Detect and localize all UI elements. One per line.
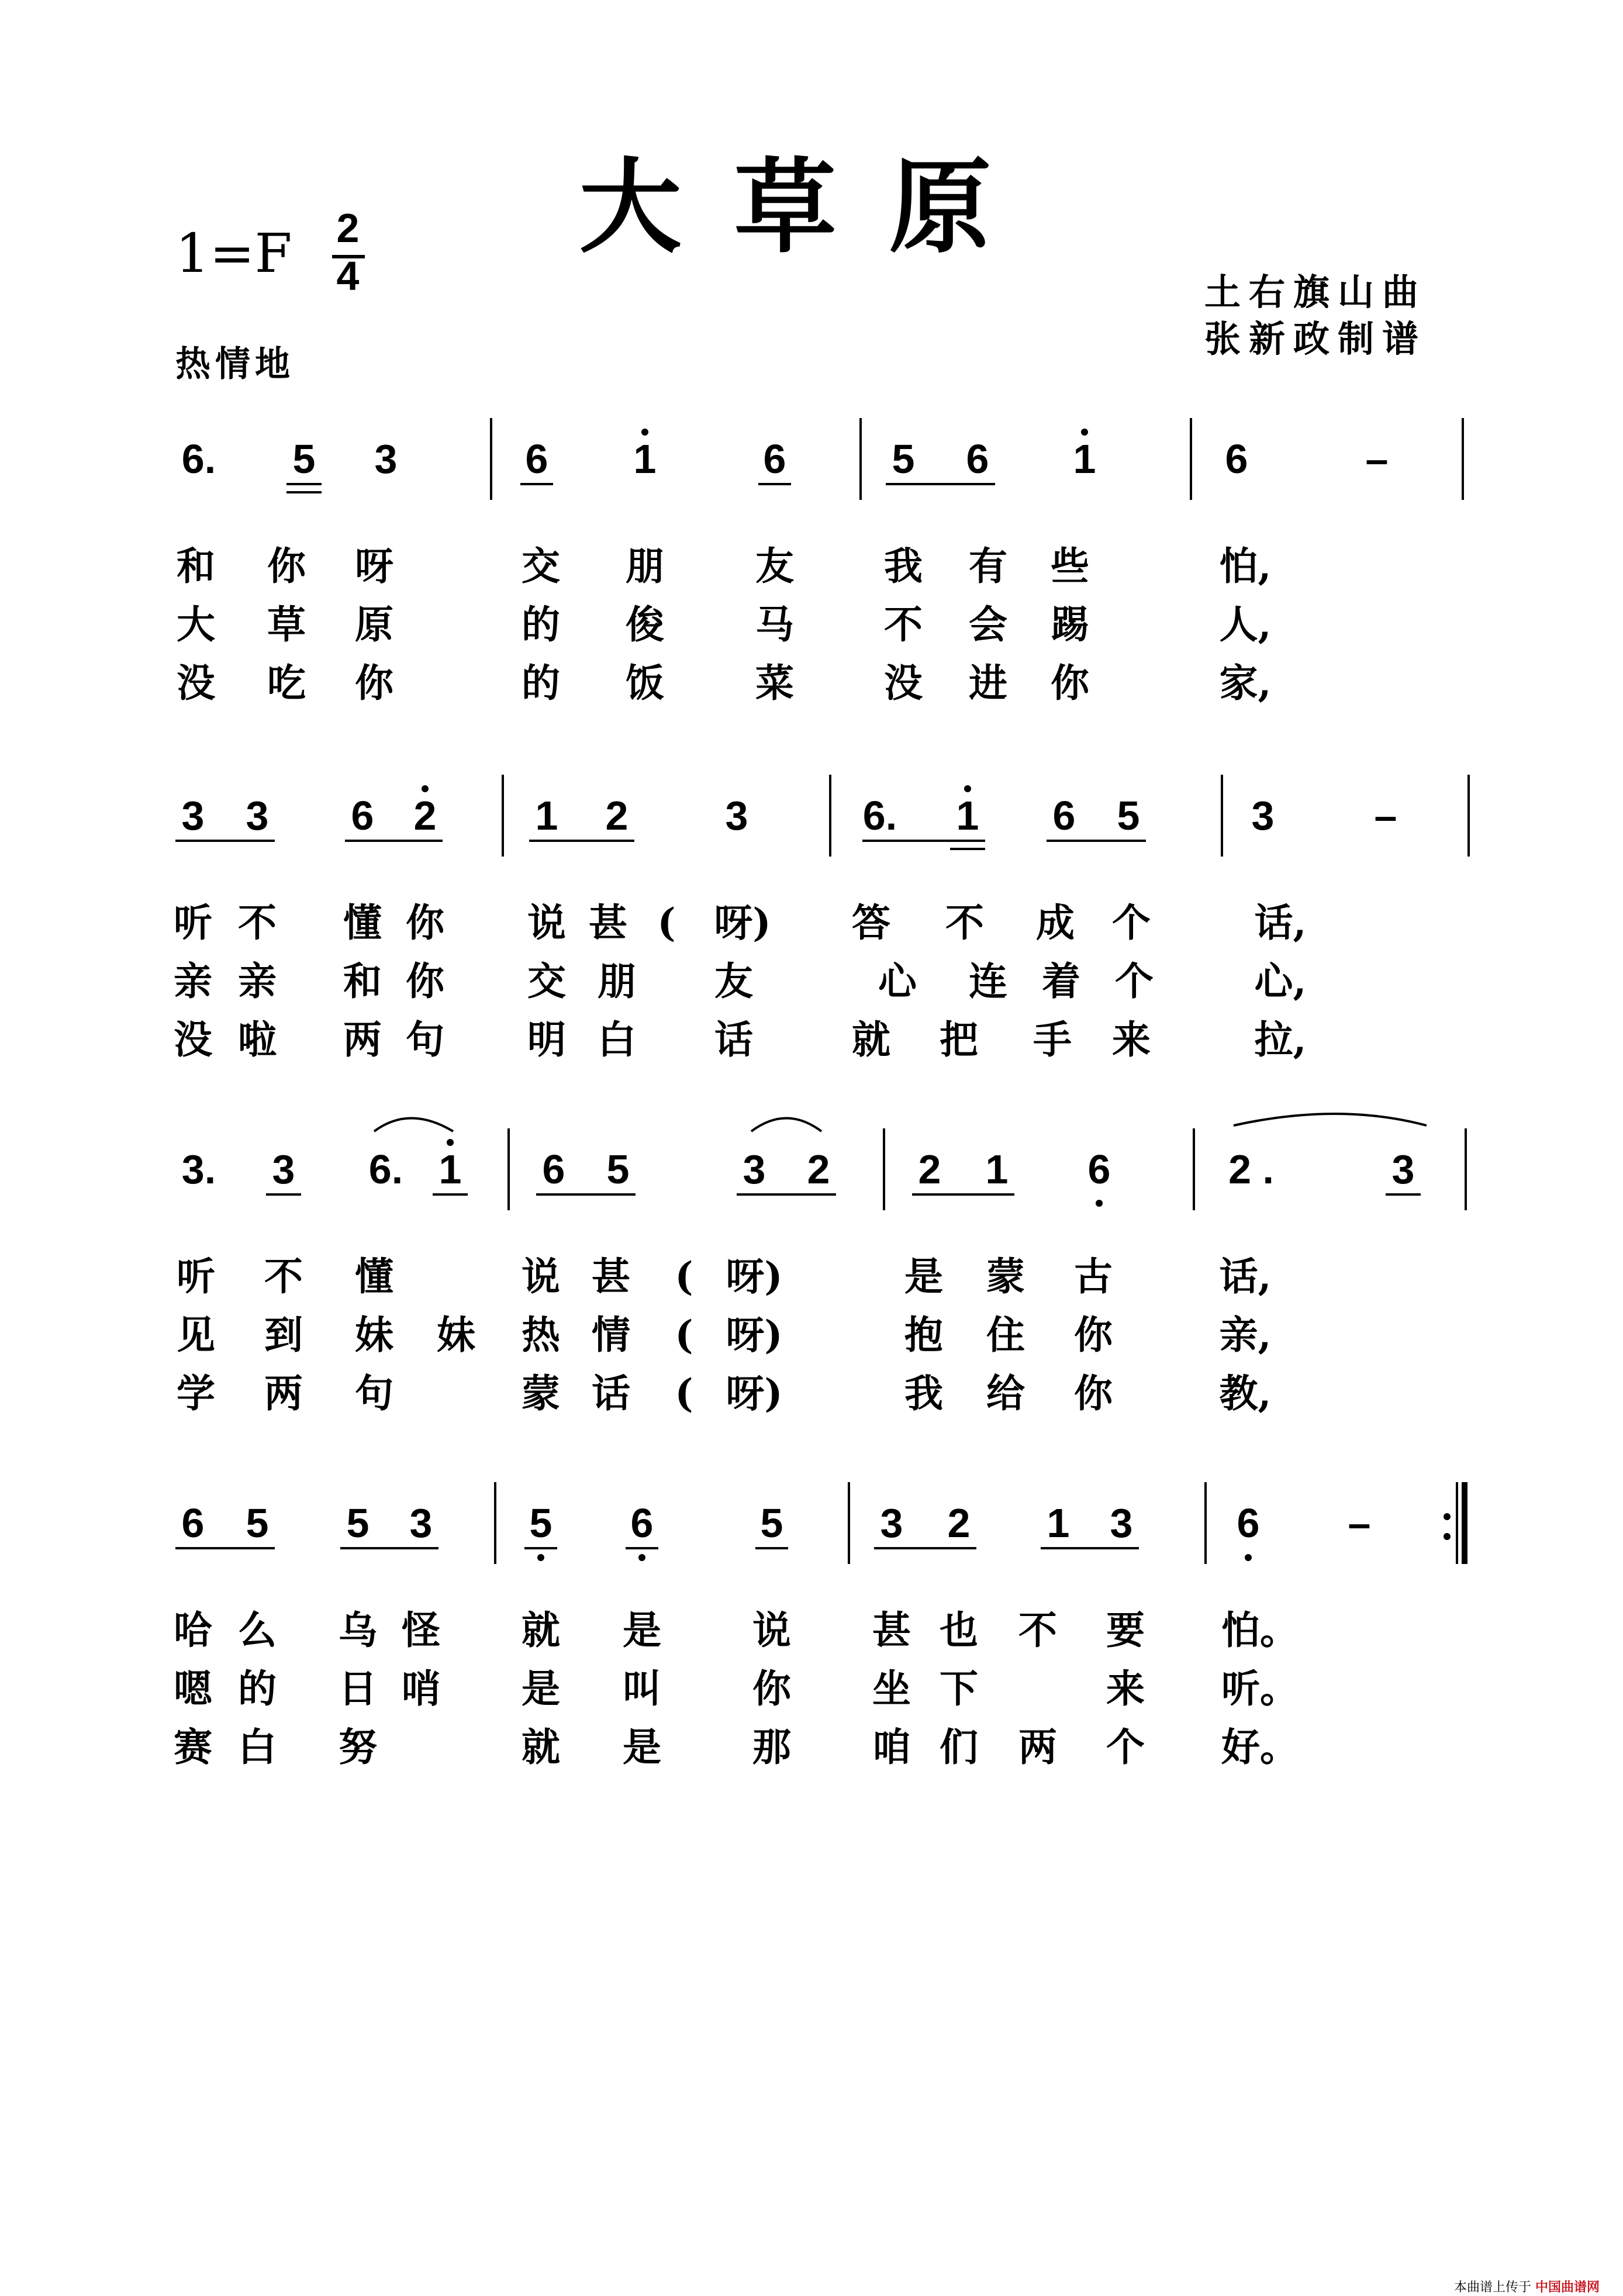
- lyric: 句: [406, 1017, 444, 1062]
- underline: [874, 1547, 976, 1549]
- lyric: 人,: [1219, 602, 1272, 647]
- lyric: 就: [522, 1724, 560, 1770]
- lyric: 听: [174, 900, 212, 945]
- lyric: 学: [177, 1370, 215, 1416]
- note: 5: [892, 436, 915, 482]
- lyric: 朋: [626, 543, 664, 589]
- note: 2: [413, 793, 437, 838]
- lyric: 就: [522, 1607, 560, 1653]
- note: 5: [292, 436, 316, 482]
- note: 6: [525, 436, 548, 482]
- lyric: 哈: [174, 1607, 212, 1653]
- lyric: 那: [752, 1724, 791, 1770]
- lyric: 个: [1115, 958, 1154, 1004]
- lyric: 甚: [872, 1607, 911, 1653]
- barline: [848, 1482, 850, 1564]
- lyric: 心: [878, 958, 917, 1004]
- underline: [737, 1193, 836, 1196]
- note: 3: [409, 1500, 433, 1546]
- note: 5: [529, 1500, 552, 1546]
- lyric: 话,: [1219, 1254, 1272, 1299]
- lyric: 不: [945, 900, 984, 945]
- barline: [1465, 1128, 1467, 1210]
- lyric: 心,: [1254, 958, 1307, 1004]
- time-signature-bottom: 4: [336, 253, 360, 299]
- note: 2: [605, 793, 629, 838]
- footer-prefix: 本曲谱上传于: [1453, 2280, 1531, 2295]
- lyric: 甚: [589, 900, 627, 945]
- lyric: 菜: [755, 660, 794, 706]
- lyric: 吃: [267, 660, 306, 706]
- lyric: 两: [264, 1370, 303, 1416]
- lyric: 踢: [1051, 602, 1089, 647]
- note: 6: [1237, 1500, 1260, 1546]
- lyric: 到: [264, 1312, 303, 1358]
- note: 5: [1117, 793, 1140, 838]
- lyric: 说: [522, 1254, 560, 1299]
- lyric: 蒙: [522, 1370, 560, 1416]
- low-octave-dot: [537, 1554, 544, 1561]
- barline: [507, 1128, 510, 1210]
- lyric: 没: [177, 660, 215, 706]
- barline: [883, 1128, 885, 1210]
- lyric: 你: [1074, 1370, 1113, 1416]
- repeat-barline-thick: [1462, 1482, 1467, 1564]
- lyric: 交: [527, 958, 566, 1004]
- note: –: [1365, 436, 1389, 482]
- lyric: 呀): [726, 1254, 783, 1299]
- repeat-dot: [1444, 1513, 1451, 1520]
- lyric: (: [675, 1312, 693, 1358]
- lyric: 怕,: [1219, 543, 1272, 589]
- note: 3.: [181, 1147, 216, 1192]
- lyric: 住: [986, 1312, 1025, 1358]
- lyric: 么: [238, 1607, 277, 1653]
- lyric: 亲,: [1219, 1312, 1272, 1358]
- slur: [1234, 1114, 1427, 1125]
- note: 2: [807, 1147, 830, 1192]
- lyric: 话: [714, 1017, 753, 1062]
- lyric: 两: [343, 1017, 382, 1062]
- lyric: 白: [598, 1017, 636, 1062]
- lyric: 成: [1036, 900, 1075, 945]
- underline: [175, 1547, 275, 1549]
- lyric: 交: [522, 543, 560, 589]
- lyric: 呀): [714, 900, 771, 945]
- note: 6: [763, 436, 786, 482]
- lyric: 两: [1018, 1724, 1057, 1770]
- lyric: 俊: [626, 602, 664, 647]
- note: 1: [535, 793, 558, 838]
- lyric: 啦: [238, 1017, 277, 1062]
- lyric: 答: [852, 900, 890, 945]
- slur: [751, 1118, 821, 1132]
- lyric: 给: [986, 1370, 1025, 1416]
- note: 6.: [368, 1147, 403, 1192]
- underline: [524, 1547, 557, 1549]
- lyric: 嗯: [174, 1666, 212, 1711]
- note: 1: [1047, 1500, 1070, 1546]
- lyric: 是: [522, 1666, 560, 1711]
- lyric: 些: [1051, 543, 1089, 589]
- note: 6: [1052, 793, 1076, 838]
- lyric: 亲: [174, 958, 212, 1004]
- lyric: 听。: [1221, 1666, 1299, 1711]
- note: 6.: [181, 436, 216, 482]
- underline: [626, 1547, 658, 1549]
- slur: [374, 1118, 453, 1132]
- underline: [340, 1547, 438, 1549]
- lyric: 甚: [592, 1254, 630, 1299]
- lyric: 教,: [1219, 1370, 1272, 1416]
- lyric: 不: [1018, 1607, 1057, 1653]
- lyric: 要: [1106, 1607, 1145, 1653]
- lyric: 没: [884, 660, 923, 706]
- lyric: 来: [1106, 1666, 1145, 1711]
- lyric: 下: [940, 1666, 978, 1711]
- note: 6: [181, 1500, 205, 1546]
- repeat-dot: [1444, 1533, 1451, 1540]
- underline: [755, 1547, 788, 1549]
- note: –: [1348, 1500, 1371, 1546]
- lyric: 明: [527, 1017, 566, 1062]
- lyric: 呀: [355, 543, 393, 589]
- lyric: 你: [406, 958, 444, 1004]
- lyric: 连: [969, 958, 1007, 1004]
- note: 2: [947, 1500, 971, 1546]
- lyric: 坐: [872, 1666, 911, 1711]
- barline: [1204, 1482, 1207, 1564]
- lyric: 我: [884, 543, 923, 589]
- note: 3: [743, 1147, 766, 1192]
- note: 5: [346, 1500, 370, 1546]
- lyric: 亲: [238, 958, 277, 1004]
- lyric: 原: [355, 602, 393, 647]
- underline: [1386, 1193, 1421, 1196]
- lyric: 古: [1074, 1254, 1113, 1299]
- lyric: 情: [592, 1312, 630, 1358]
- lyric: 说: [752, 1607, 791, 1653]
- note: 1: [1073, 436, 1096, 482]
- note: 3: [246, 793, 269, 838]
- lyric: 不: [884, 602, 923, 647]
- lyric: 饭: [626, 660, 664, 706]
- lyric: 好。: [1221, 1724, 1299, 1770]
- lyric: 手: [1033, 1017, 1072, 1062]
- lyric: 草: [267, 602, 306, 647]
- lyric: 你: [355, 660, 393, 706]
- lyric: 妹: [437, 1312, 475, 1358]
- note: 3: [1110, 1500, 1133, 1546]
- lyric: 蒙: [986, 1254, 1025, 1299]
- lyric: 怕。: [1221, 1607, 1299, 1653]
- lyric: 和: [343, 958, 382, 1004]
- underline: [912, 1193, 1014, 1196]
- lyric: 的: [522, 660, 560, 706]
- note: 3: [1391, 1147, 1415, 1192]
- lyric: 句: [355, 1370, 393, 1416]
- lyric: 咱: [872, 1724, 911, 1770]
- lyric: 是: [904, 1254, 943, 1299]
- note: 1: [438, 1147, 462, 1192]
- note: 6: [630, 1500, 654, 1546]
- lyric: 拉,: [1254, 1017, 1307, 1062]
- lyric: 听: [177, 1254, 215, 1299]
- high-octave-dot: [447, 1139, 454, 1146]
- lyric: (: [675, 1370, 693, 1416]
- lyric: 话,: [1254, 900, 1307, 945]
- lyric: 友: [714, 958, 753, 1004]
- note: 1: [956, 793, 979, 838]
- lyric: 乌: [339, 1607, 377, 1653]
- note: 6: [1087, 1147, 1111, 1192]
- low-octave-dot: [638, 1554, 645, 1561]
- lyric: 说: [527, 900, 566, 945]
- lyric: 见: [177, 1312, 215, 1358]
- footer-credit: [1454, 2277, 1600, 2295]
- footer-brand-logo[interactable]: 中国曲谱网: [1535, 2280, 1600, 2295]
- repeat-barline-thin: [1456, 1482, 1458, 1564]
- note: 1: [985, 1147, 1009, 1192]
- lyric: 就: [852, 1017, 890, 1062]
- song-title: 大草原: [579, 147, 1044, 267]
- key-signature: 1=F: [175, 222, 292, 285]
- lyric: 你: [1051, 660, 1089, 706]
- lyric: 懂: [343, 900, 382, 945]
- lyric: 不: [238, 900, 277, 945]
- lyric: 会: [969, 602, 1007, 647]
- lyric: 抱: [904, 1312, 943, 1358]
- lyric: 努: [339, 1724, 377, 1770]
- lyric: 我: [904, 1370, 943, 1416]
- lyric: 你: [267, 543, 306, 589]
- lyric: 是: [623, 1607, 661, 1653]
- lyric: 友: [755, 543, 794, 589]
- lyric: 大: [177, 602, 215, 647]
- lyric: 们: [940, 1724, 978, 1770]
- note: 3: [1251, 793, 1275, 838]
- lyric: (: [675, 1254, 693, 1299]
- note: 3: [272, 1147, 295, 1192]
- underline: [433, 1193, 468, 1196]
- lyric: 来: [1112, 1017, 1151, 1062]
- lyric: 日: [339, 1666, 377, 1711]
- lyric: 的: [238, 1666, 277, 1711]
- lyric: 和: [177, 543, 215, 589]
- note: 2: [918, 1147, 941, 1192]
- note: 3: [725, 793, 748, 838]
- note: 2 .: [1228, 1147, 1274, 1192]
- lyric: 马: [755, 602, 794, 647]
- note: 3: [374, 436, 398, 482]
- underline: [536, 1193, 636, 1196]
- note: 6: [1225, 436, 1248, 482]
- arranger: 张新政制谱: [1204, 317, 1427, 360]
- lyric: 你: [752, 1666, 791, 1711]
- lyric: 是: [623, 1724, 661, 1770]
- note: 3: [880, 1500, 903, 1546]
- lyric: 不: [264, 1254, 303, 1299]
- barline: [494, 1482, 496, 1564]
- note: –: [1374, 793, 1397, 838]
- barline: [1193, 1128, 1195, 1210]
- lyric: 个: [1112, 900, 1151, 945]
- lyric: 赛: [174, 1724, 212, 1770]
- note: 6: [351, 793, 374, 838]
- underline: [266, 1193, 301, 1196]
- note: 6: [966, 436, 989, 482]
- note: 1: [633, 436, 657, 482]
- lyric: (: [657, 900, 676, 945]
- note: 5: [246, 1500, 269, 1546]
- lyric: 妹: [355, 1312, 393, 1358]
- note: 6.: [862, 793, 897, 838]
- lyric: 家,: [1219, 660, 1272, 706]
- lyric: 叫: [623, 1666, 661, 1711]
- low-octave-dot: [1096, 1200, 1103, 1207]
- lyric: 也: [940, 1607, 978, 1653]
- lyric: 你: [1074, 1312, 1113, 1358]
- lyric: 白: [238, 1724, 277, 1770]
- lyric: 进: [969, 660, 1007, 706]
- note: 5: [760, 1500, 783, 1546]
- lyric: 怪: [402, 1607, 440, 1653]
- note: 6: [542, 1147, 565, 1192]
- time-signature-top: 2: [336, 205, 360, 251]
- lyric: 呀): [726, 1370, 783, 1416]
- low-octave-dot: [1245, 1554, 1252, 1561]
- lyric: 你: [406, 900, 444, 945]
- lyric: 朋: [598, 958, 636, 1004]
- underline: [1041, 1547, 1139, 1549]
- lyric: 的: [522, 602, 560, 647]
- lyric: 话: [592, 1370, 630, 1416]
- note: 3: [181, 793, 205, 838]
- lyric: 着: [1042, 958, 1080, 1004]
- lyric: 个: [1106, 1724, 1145, 1770]
- lyric: 有: [969, 543, 1007, 589]
- note: 5: [606, 1147, 630, 1192]
- composer: 土右旗山曲: [1204, 271, 1427, 313]
- lyric: 热: [522, 1312, 560, 1358]
- lyric: 懂: [355, 1254, 393, 1299]
- lyric: 哨: [402, 1666, 440, 1711]
- lyric: 呀): [726, 1312, 783, 1358]
- lyric: 把: [940, 1017, 978, 1062]
- lyric: 没: [174, 1017, 212, 1062]
- tempo-marking: 热情地: [175, 344, 295, 385]
